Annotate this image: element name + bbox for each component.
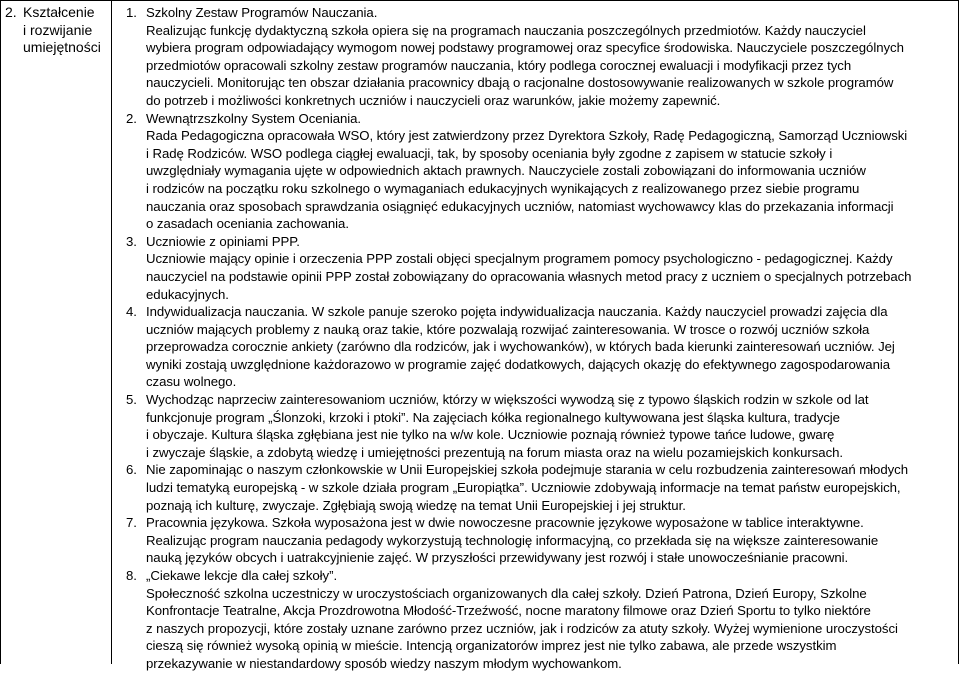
list-item <box>113 567 959 673</box>
text-line: i rodziców na początku roku szkolnego o wymaganiach edukacyjnych wynikających z realizowanego przez siebie programu <box>146 180 860 196</box>
text-line: Uczniowie mający opinie i orzeczenia PPP zostali objęci specjalnym programem pomocy psychologiczno - pedagogicznej. Każdy <box>146 251 893 267</box>
list-item <box>113 391 959 461</box>
list-item <box>113 461 959 514</box>
text-line: nauczyciel na podstawie opinii PPP został zobowiązany do opracowania własnych metod pracy z uczniem o specjalnych potrzebach <box>146 268 912 284</box>
text-line: uwzględniały wymagania ujęte w odpowiednich aktach prawnych. Nauczyciele zostali zobowiązani do informowania uczniów <box>146 163 866 179</box>
text-line: i Radę Rodziców. WSO podlega ciągłej ewaluacji, tak, by sposoby oceniania były zgodne z zapisem w statucie szkoły i <box>146 145 833 161</box>
text-line: Wewnątrzszkolny System Oceniania. <box>146 110 362 126</box>
text-line: Pracownia językowa. Szkoła wyposażona jest w dwie nowoczesne pracownie językowe wyposażone w tablice interaktywne. <box>146 515 864 531</box>
list-item <box>113 233 959 303</box>
text-line: Indywidualizacja nauczania. W szkole panuje szeroko pojęta indywidualizacja nauczania. Każdy nauczyciel prowadzi zajęcia dla <box>146 304 888 320</box>
text-line: do potrzeb i możliwości konkretnych uczniów i nauczycieli oraz warunków, jakie możemy zapewnić. <box>146 92 721 108</box>
text-line: Realizując funkcję dydaktyczną szkoła opiera się na programach nauczania poszczególnych przedmiotów. Każdy nauczyciel <box>146 22 866 38</box>
text-line: czasu wolnego. <box>146 374 237 390</box>
text-line: wybiera program odpowiadający wymogom nowej podstawy programowej oraz specyfice środowiska. Nauczyciele poszczególnych <box>146 40 904 56</box>
text-line: Wychodząc naprzeciw zainteresowaniom uczniów, którzy w większości wywodzą się z typowo śląskich rodzin w szkole od lat <box>146 392 869 408</box>
text-line: przedmiotów opracowali szkolny zestaw programów nauczania, który podlega corocznej ewaluacji i modyfikacji przez tych <box>146 57 852 73</box>
list-item-number: 3. <box>126 233 137 249</box>
text-line: ludzi tematyką europejską - w szkole działa program „Europiątka”. Uczniowie zdobywają informacje na temat państw europejskich, <box>146 480 901 496</box>
section-title-line: umiejętności <box>23 39 101 55</box>
text-line: przeprowadza corocznie ankiety (zarówno dla rodziców, jak i wychowanków), w których bada kierunki zainteresowań uczniów. Jej <box>146 339 895 355</box>
text-line: i obyczaje. Kultura śląska zgłębiana jest nie tylko na w/w kole. Uczniowie poznają również typowe tańce ludowe, gwarę <box>146 427 835 443</box>
text-line: nauką języków obcych i uatrakcyjnienie zajęć. W przyszłości przewidywany jest rozwój i stałe unowocześnianie pracowni. <box>146 550 849 566</box>
section-title-line: i rozwijanie <box>23 21 93 38</box>
list-item-number: 2. <box>126 110 137 126</box>
text-line: poznają ich kulturę, zwyczaje. Zgłębiają swoją wiedzę na temat Unii Europejskiej i jej struktur. <box>146 497 686 513</box>
text-line: Szkolny Zestaw Programów Nauczania. <box>146 5 378 20</box>
list-item-number: 6. <box>126 462 137 478</box>
list-item <box>113 110 959 233</box>
text-line: przekazywanie w niestandardowy sposób wiedzy naszym młodym wychowankom. <box>146 655 622 671</box>
list-item <box>113 4 959 110</box>
text-line: wyniki zostają uwzględnione każdorazowo w programie zajęć dodatkowych, dających okazję do efektywnego zagospodarowania <box>146 356 891 372</box>
section-title <box>23 4 109 57</box>
list-item <box>113 514 959 567</box>
text-line: Realizując program nauczania pedagody wykorzystują technologię informacyjną, co przekłada się na większe zainteresowanie <box>146 532 879 548</box>
text-line: z naszych propozycji, które zostały uznane zarówno przez uczniów, jak i rodziców za atuty szkoły. Wyżej wymienione uroczystości <box>146 620 898 636</box>
section-header-cell <box>1 1 112 664</box>
list-item-number: 1. <box>126 5 137 20</box>
list-item-number: 4. <box>126 304 137 320</box>
text-line: Rada Pedagogiczna opracowała WSO, który jest zatwierdzony przez Dyrektora Szkoły, Radę Pedagogiczną, Samorząd Uczniowski <box>146 128 908 144</box>
text-line: Nie zapominając o naszym członkowskie w Unii Europejskiej szkoła podejmuje starania w celu rozbudzenia zainteresowań młodych <box>146 462 908 478</box>
section-number: 2. <box>5 4 17 20</box>
text-line: edukacyjnych. <box>146 286 229 302</box>
section-body-cell <box>113 1 959 671</box>
section-title-line: Kształcenie <box>23 4 95 20</box>
text-line: cieszą się również wysoką opinią w mieście. Intencją organizatorów imprez jest nie tylko zabawa, ale przede wszystkim <box>146 638 837 654</box>
text-line: uczniów mających problemy z nauką oraz takie, które pozwalają rozwijać zainteresowania. W trosce o rozwój uczniów szkoła <box>146 321 870 337</box>
text-line: funkcjonuje program „Ślonzoki, krzoki i ptoki”. Na zajęciach kółka regionalnego kultywowana jest śląska kultura, tradycje <box>146 409 840 425</box>
list-item <box>113 303 959 391</box>
list-item-number: 7. <box>126 515 137 531</box>
text-line: Konfrontacje Teatralne, Akcja Prozdrowotna Młodość-Trzeźwość, nocne maratony filmowe oraz Dzień Sportu to tylko niektóre <box>146 603 871 619</box>
text-line: Uczniowie z opiniami PPP. <box>146 233 300 249</box>
list-item-number: 5. <box>126 392 137 408</box>
text-line: Społeczność szkolna uczestniczy w uroczystościach organizowanych dla całej szkoły. Dzień Patrona, Dzień Europy, Szkolne <box>146 585 867 601</box>
text-line: „Ciekawe lekcje dla całej szkoły”. <box>146 568 338 583</box>
text-line: nauczycieli. Monitorując ten obszar działania pracownicy dbają o racjonalne dostosowywanie realizowanych w szkole programów <box>146 75 894 91</box>
text-line: i zwyczaje śląskie, a zdobytą wiedzę i umiejętności prezentują na forum miasta oraz na wielu pozamiejskich konkursach. <box>146 444 844 460</box>
text-line: o zasadach oceniania zachowania. <box>146 216 349 232</box>
list-item-number: 8. <box>126 568 137 583</box>
section-body <box>113 1 959 673</box>
text-line: nauczania oraz sposobach sprawdzania osiągnięć edukacyjnych uczniów, natomiast wychowawcy klas do przekazania informacji <box>146 198 894 214</box>
